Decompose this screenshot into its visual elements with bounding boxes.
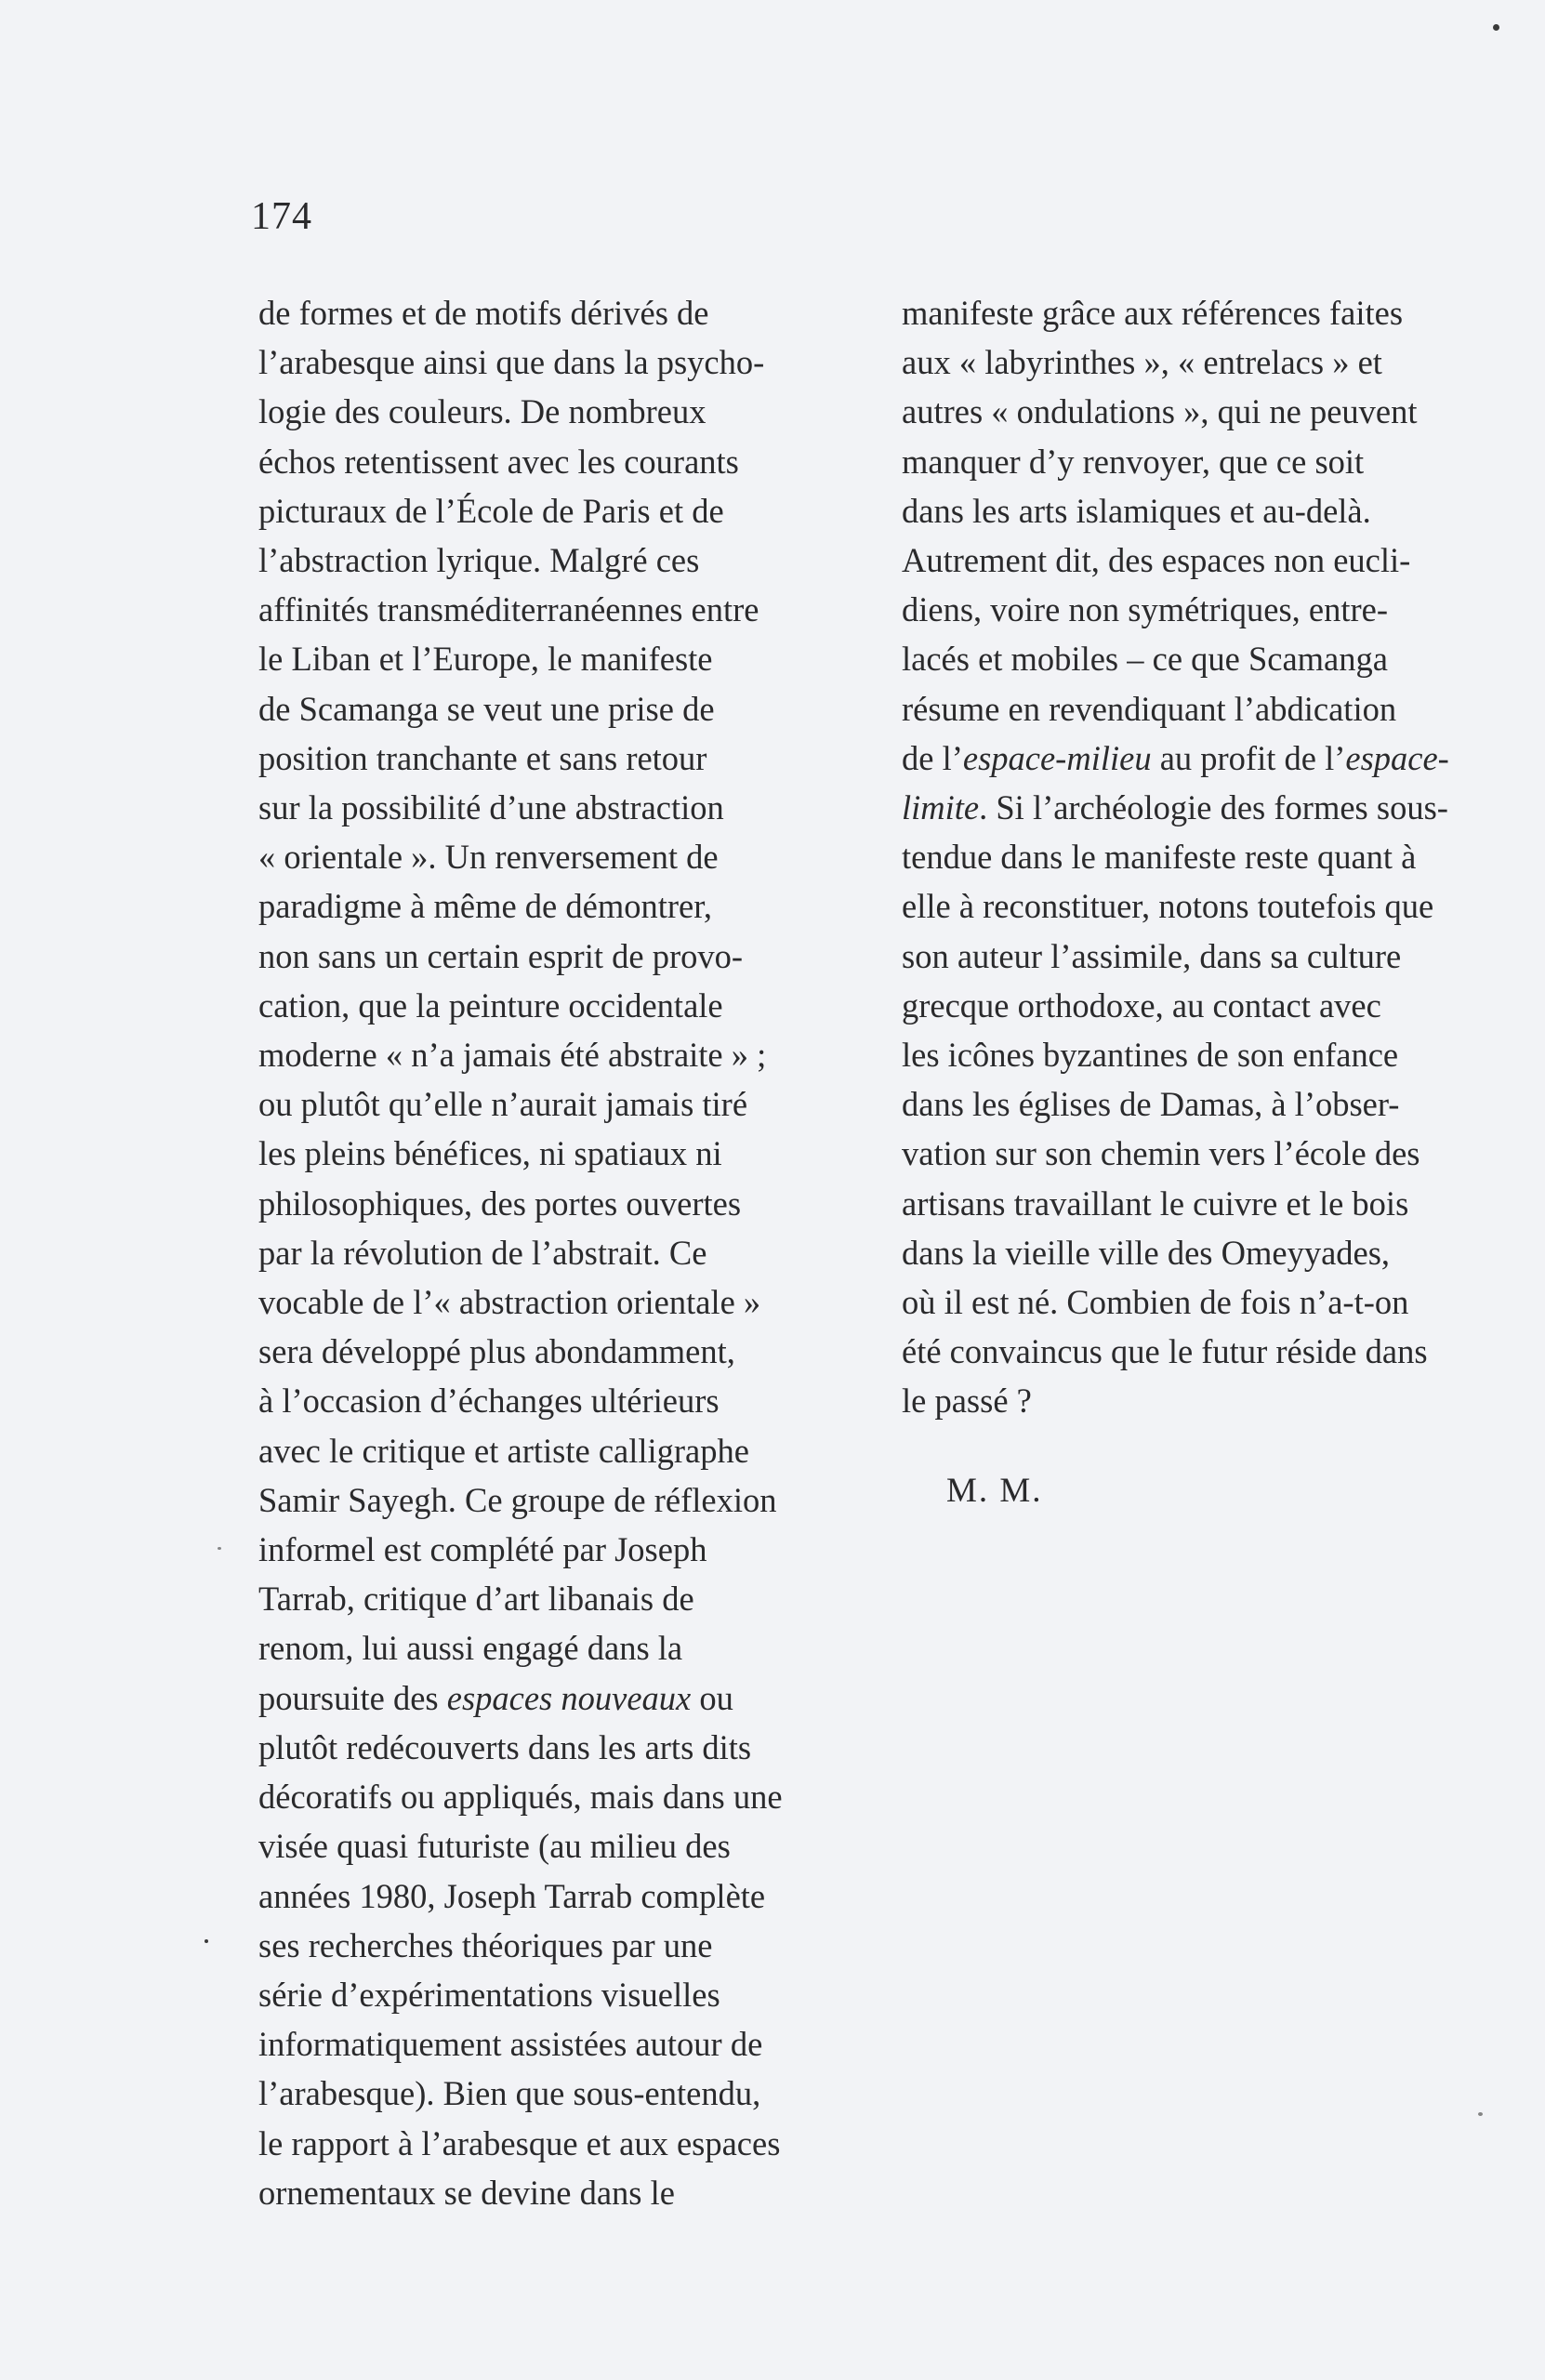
text-line	[902, 288, 1506, 337]
text-span: à l’occasion d’échanges ultérieurs	[258, 1382, 720, 1421]
text-line	[902, 1376, 1506, 1425]
text-line	[902, 684, 1506, 734]
text-line	[258, 1079, 853, 1129]
text-span: moderne « n’a jamais été abstraite » ;	[258, 1036, 767, 1075]
text-span: ornementaux se devine dans le	[258, 2173, 675, 2212]
text-line	[902, 1079, 1506, 1129]
text-line	[902, 932, 1506, 981]
text-span: informatiquement assistées autour de	[258, 2025, 763, 2064]
text-span: décoratifs ou appliqués, mais dans une	[258, 1778, 783, 1817]
text-line	[258, 981, 853, 1030]
text-span: les icônes byzantines de son enfance	[902, 1036, 1399, 1075]
italic-term: espace-milieu	[962, 738, 1152, 777]
text-span: autres « ondulations », qui ne peuvent	[902, 392, 1418, 431]
text-line	[258, 2019, 853, 2069]
text-span: tendue dans le manifeste reste quant à	[902, 838, 1417, 877]
text-span: l’arabesque ainsi que dans la psycho-	[258, 343, 765, 382]
text-span: été convaincus que le futur réside dans	[902, 1332, 1428, 1371]
scan-speck	[218, 1547, 221, 1550]
text-span: années 1980, Joseph Tarrab complète	[258, 1876, 766, 1915]
text-line	[258, 1376, 853, 1425]
text-span: de l’	[902, 738, 963, 777]
italic-term: espace-	[1345, 738, 1449, 777]
text-span: sera développé plus abondamment,	[258, 1332, 735, 1371]
text-line	[258, 783, 853, 832]
text-line	[258, 1871, 853, 1921]
text-span: grecque orthodoxe, au contact avec	[902, 985, 1381, 1025]
text-column-left	[258, 288, 853, 2217]
text-span: picturaux de l’École de Paris et de	[258, 491, 724, 530]
text-span: le Liban et l’Europe, le manifeste	[258, 640, 713, 679]
text-line	[258, 1772, 853, 1821]
text-line	[902, 1030, 1506, 1079]
text-line	[902, 881, 1506, 931]
text-line	[258, 536, 853, 585]
text-line	[258, 1327, 853, 1376]
text-span: Autrement dit, des espaces non eucli-	[902, 541, 1411, 580]
text-span: Tarrab, critique d’art libanais de	[258, 1580, 694, 1619]
text-line	[258, 1623, 853, 1673]
text-span: cation, que la peinture occidentale	[258, 985, 723, 1025]
text-span: le rapport à l’arabesque et aux espaces	[258, 2123, 781, 2162]
text-span: logie des couleurs. De nombreux	[258, 392, 706, 431]
text-line	[902, 783, 1506, 832]
text-line	[258, 1821, 853, 1871]
text-span: renom, lui aussi engagé dans la	[258, 1629, 683, 1668]
text-span: échos retentissent avec les courants	[258, 442, 739, 481]
text-line	[902, 1179, 1506, 1228]
text-line	[258, 437, 853, 486]
text-line	[258, 1129, 853, 1178]
text-line	[258, 486, 853, 536]
text-line	[258, 932, 853, 981]
text-span: ou	[691, 1678, 733, 1717]
text-span: son auteur l’assimile, dans sa culture	[902, 936, 1402, 975]
text-span: manifeste grâce aux références faites	[902, 294, 1404, 332]
text-line	[258, 337, 853, 387]
text-span: informel est complété par Joseph	[258, 1530, 707, 1569]
text-span: plutôt redécouverts dans les arts dits	[258, 1727, 752, 1766]
text-span: au profit de l’	[1151, 738, 1346, 777]
text-span: vocable de l’« abstraction orientale »	[258, 1283, 761, 1322]
text-span: l’abstraction lyrique. Malgré ces	[258, 541, 700, 580]
text-line	[258, 1277, 853, 1327]
text-span: artisans travaillant le cuivre et le bois	[902, 1183, 1409, 1223]
text-span: les pleins bénéfices, ni spatiaux ni	[258, 1134, 722, 1173]
text-line	[902, 634, 1506, 683]
text-line	[258, 288, 853, 337]
text-span: manquer d’y renvoyer, que ce soit	[902, 442, 1365, 481]
text-span: . Si l’archéologie des formes sous-	[979, 788, 1448, 827]
scan-speck	[1493, 24, 1499, 31]
text-line	[902, 486, 1506, 536]
text-span: poursuite des	[258, 1678, 447, 1717]
scan-speck	[205, 1939, 208, 1943]
text-column-right	[902, 288, 1506, 1426]
text-span: philosophiques, des portes ouvertes	[258, 1183, 742, 1223]
text-line	[258, 1179, 853, 1228]
text-span: par la révolution de l’abstrait. Ce	[258, 1233, 707, 1272]
text-span: l’arabesque). Bien que sous-entendu,	[258, 2074, 761, 2113]
text-span: « orientale ». Un renversement de	[258, 838, 719, 877]
author-signature: M. M.	[946, 1472, 1043, 1510]
text-line	[902, 1277, 1506, 1327]
text-line	[258, 1426, 853, 1475]
text-line	[902, 981, 1506, 1030]
text-line	[902, 832, 1506, 881]
text-span: elle à reconstituer, notons toutefois que	[902, 887, 1434, 926]
text-span: diens, voire non symétriques, entre-	[902, 590, 1389, 629]
scan-speck	[1478, 2112, 1483, 2116]
text-span: dans les églises de Damas, à l’obser-	[902, 1085, 1400, 1124]
text-line	[902, 1327, 1506, 1376]
text-span: affinités transméditerranéennes entre	[258, 590, 759, 629]
text-line	[258, 832, 853, 881]
page-number: 174	[251, 195, 312, 238]
text-line	[902, 734, 1506, 783]
text-line	[902, 337, 1506, 387]
text-span: lacés et mobiles – ce que Scamanga	[902, 640, 1388, 679]
text-line	[258, 2168, 853, 2217]
text-line	[902, 585, 1506, 634]
text-span: aux « labyrinthes », « entrelacs » et	[902, 343, 1382, 382]
text-line	[258, 585, 853, 634]
text-line	[258, 1475, 853, 1525]
text-span: avec le critique et artiste calligraphe	[258, 1431, 749, 1470]
text-line	[258, 881, 853, 931]
text-line	[258, 1921, 853, 1970]
text-span: ses recherches théoriques par une	[258, 1925, 713, 1964]
text-line	[258, 1030, 853, 1079]
text-span: où il est né. Combien de fois n’a-t-on	[902, 1283, 1409, 1322]
text-span: vation sur son chemin vers l’école des	[902, 1134, 1420, 1173]
text-span: série d’expérimentations visuelles	[258, 1975, 720, 2014]
text-span: de formes et de motifs dérivés de	[258, 294, 709, 332]
text-span: Samir Sayegh. Ce groupe de réflexion	[258, 1480, 777, 1519]
text-line	[258, 684, 853, 734]
text-line	[902, 1129, 1506, 1178]
text-line	[902, 437, 1506, 486]
text-line	[258, 387, 853, 436]
text-span: ou plutôt qu’elle n’aurait jamais tiré	[258, 1085, 748, 1124]
text-line	[258, 1723, 853, 1772]
text-span: non sans un certain esprit de provo-	[258, 936, 743, 975]
text-line	[258, 1525, 853, 1574]
text-span: de Scamanga se veut une prise de	[258, 689, 715, 728]
text-line	[258, 1970, 853, 2019]
text-line	[258, 2119, 853, 2168]
text-span: dans la vieille ville des Omeyyades,	[902, 1233, 1391, 1272]
text-span: le passé ?	[902, 1382, 1032, 1421]
text-span: visée quasi futuriste (au milieu des	[258, 1827, 731, 1866]
text-line	[258, 1673, 853, 1723]
italic-term: limite	[902, 788, 980, 827]
text-span: dans les arts islamiques et au-delà.	[902, 491, 1371, 530]
text-span: position tranchante et sans retour	[258, 738, 707, 777]
text-line	[258, 634, 853, 683]
text-line	[258, 2069, 853, 2118]
text-span: résume en revendiquant l’abdication	[902, 689, 1397, 728]
text-span: sur la possibilité d’une abstraction	[258, 788, 724, 827]
text-line	[902, 536, 1506, 585]
text-line	[258, 734, 853, 783]
text-span: paradigme à même de démontrer,	[258, 887, 713, 926]
text-line	[902, 387, 1506, 436]
text-line	[258, 1228, 853, 1277]
italic-term: espaces nouveaux	[446, 1678, 692, 1717]
text-line	[902, 1228, 1506, 1277]
text-line	[258, 1574, 853, 1623]
